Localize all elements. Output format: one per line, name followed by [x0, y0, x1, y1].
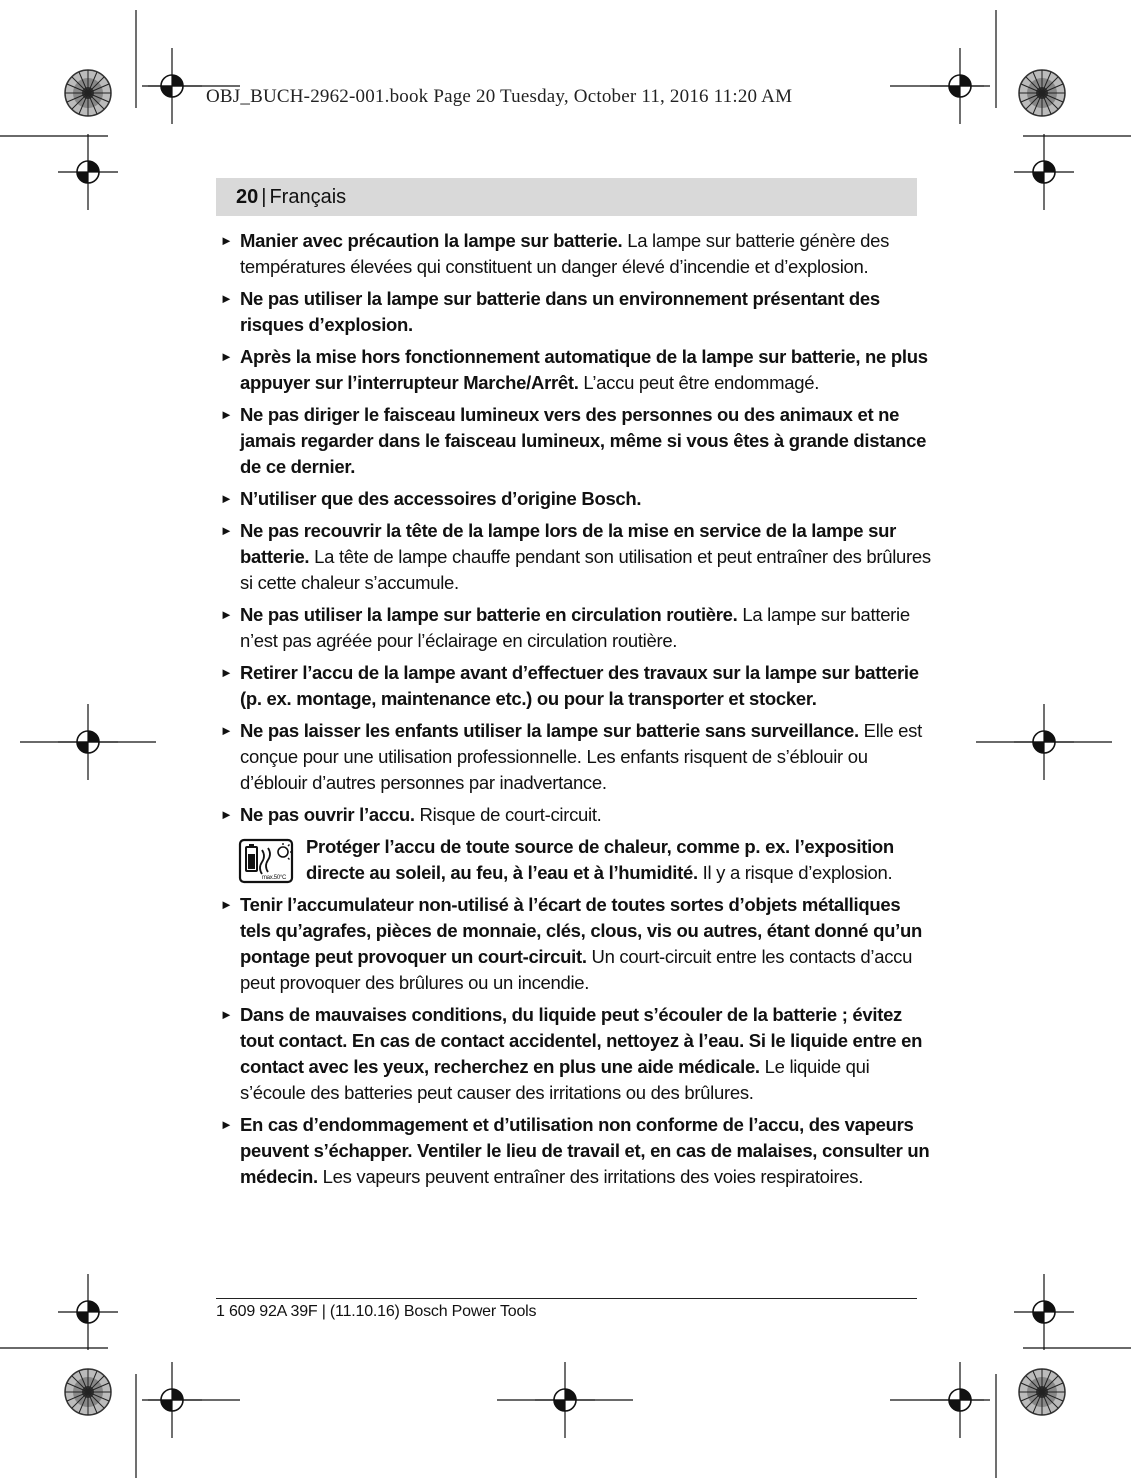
item-bold: Tenir l’accumulateur non-utilisé à l’écart de toutes sortes d’objets métalliques tels qu’agrafes, pièces de monnaie, clés, clous, vis ou autres, étant donné qu’un pontage peut provoquer un court-circuit.: [240, 894, 922, 967]
item-text: Elle est conçue pour une utilisation professionnelle. Les enfants risquent de s’éblouir ou d’éblouir d’autres personnes par inadvertance.: [240, 720, 922, 793]
list-item: [220, 402, 932, 480]
list-item: [220, 660, 932, 712]
list-item: [220, 718, 932, 796]
list-item: [220, 344, 932, 396]
print-slug: OBJ_BUCH-2962-001.book Page 20 Tuesday, October 11, 2016 11:20 AM: [206, 86, 793, 107]
bullet-arrow-icon: ►: [220, 1007, 233, 1022]
heat-warning: [220, 834, 932, 886]
list-item: [220, 892, 932, 996]
list-item: [220, 228, 932, 280]
item-bold: Ne pas utiliser la lampe sur batterie en circulation routière.: [240, 604, 738, 625]
item-bold: Ne pas laisser les enfants utiliser la lampe sur batterie sans surveillance.: [240, 720, 859, 741]
item-text: La tête de lampe chauffe pendant son utilisation et peut entraîner des brûlures si cette chaleur s’accumule.: [240, 546, 931, 593]
bullet-arrow-icon: ►: [220, 723, 233, 738]
item-text: Les vapeurs peuvent entraîner des irritations des voies respiratoires.: [317, 1166, 864, 1187]
heat-battery-icon: [238, 838, 294, 884]
item-text: Un court-circuit entre les contacts d’accu peut provoquer des brûlures ou un incendie.: [240, 946, 913, 993]
item-bold: Manier avec précaution la lampe sur batterie.: [240, 230, 623, 251]
safety-instructions: [220, 228, 932, 1196]
list-item: [220, 802, 932, 828]
bullet-arrow-icon: ►: [220, 897, 233, 912]
item-bold: Ne pas diriger le faisceau lumineux vers des personnes ou des animaux et ne jamais regarder dans le faisceau lumineux, même si vous êtes à grande distance de ce dernier.: [240, 404, 927, 477]
item-text: Risque de court-circuit.: [414, 804, 602, 825]
list-item: [220, 518, 932, 596]
item-text: La lampe sur batterie n’est pas agréée pour l’éclairage en circulation routière.: [240, 604, 910, 651]
list-item: [220, 1002, 932, 1106]
bullet-arrow-icon: ►: [220, 607, 233, 622]
item-bold: Retirer l’accu de la lampe avant d’effectuer des travaux sur la lampe sur batterie (p. ex. montage, maintenance etc.) ou pour la transporter et stocker.: [240, 662, 919, 709]
item-bold: Ne pas recouvrir la tête de la lampe lors de la mise en service de la lampe sur batterie.: [240, 520, 896, 567]
warning-bold: Protéger l’accu de toute source de chaleur, comme p. ex. l’exposition directe au soleil, au feu, à l’eau et à l’humidité.: [306, 836, 894, 883]
item-bold: En cas d’endommagement et d’utilisation non conforme de l’accu, des vapeurs peuvent s’échapper. Ventiler le lieu de travail et, en cas de malaises, consulter un médecin.: [240, 1114, 930, 1187]
item-bold: Ne pas utiliser la lampe sur batterie dans un environnement présentant des risques d’explosion.: [240, 288, 880, 335]
bullet-arrow-icon: ►: [220, 291, 233, 306]
color-target-top-left: [65, 70, 111, 116]
heat-icon-label: max.50°C: [261, 875, 287, 881]
item-text: La lampe sur batterie génère des températures élevées qui constituent un danger élevé d’incendie et d’explosion.: [240, 230, 890, 277]
bullet-arrow-icon: ►: [220, 665, 233, 680]
item-bold: Dans de mauvaises conditions, du liquide peut s’écouler de la batterie ; évitez tout contact. En cas de contact accidentel, nettoyez à l’eau. Si le liquide entre en contact avec les yeux, recherchez en plus une aide médicale.: [240, 1004, 923, 1077]
list-item: [220, 486, 932, 512]
item-text: L’accu peut être endommagé.: [578, 372, 820, 393]
list-item: [220, 286, 932, 338]
bullet-arrow-icon: ►: [220, 233, 233, 248]
bullet-arrow-icon: ►: [220, 491, 233, 506]
bullet-arrow-icon: ►: [220, 407, 233, 422]
section-language: Français: [269, 185, 347, 208]
list-item: [220, 1112, 932, 1190]
bullet-arrow-icon: ►: [220, 1117, 233, 1132]
warning-text: Il y a risque d’explosion.: [697, 862, 893, 883]
bullet-arrow-icon: ►: [220, 523, 233, 538]
bullet-arrow-icon: ►: [220, 349, 233, 364]
page-header: [216, 178, 917, 216]
item-bold: N’utiliser que des accessoires d’origine Bosch.: [240, 488, 642, 509]
page-number: 20: [236, 185, 259, 208]
color-target-bottom-left: [65, 1369, 111, 1415]
footer-rule: [216, 1298, 917, 1299]
color-target-bottom-right: [1019, 1369, 1065, 1415]
bullet-arrow-icon: ►: [220, 807, 233, 822]
list-item: [220, 602, 932, 654]
color-target-top-right: [1019, 70, 1065, 116]
page-footer: 1 609 92A 39F | (11.10.16) Bosch Power Tools: [216, 1303, 537, 1320]
item-bold: Ne pas ouvrir l’accu.: [240, 804, 415, 825]
item-bold: Après la mise hors fonctionnement automatique de la lampe sur batterie, ne plus appuyer sur l’interrupteur Marche/Arrêt.: [240, 346, 928, 393]
header-separator: |: [261, 185, 267, 208]
item-text: Le liquide qui s’écoule des batteries peut causer des irritations ou des brûlures.: [240, 1056, 870, 1103]
